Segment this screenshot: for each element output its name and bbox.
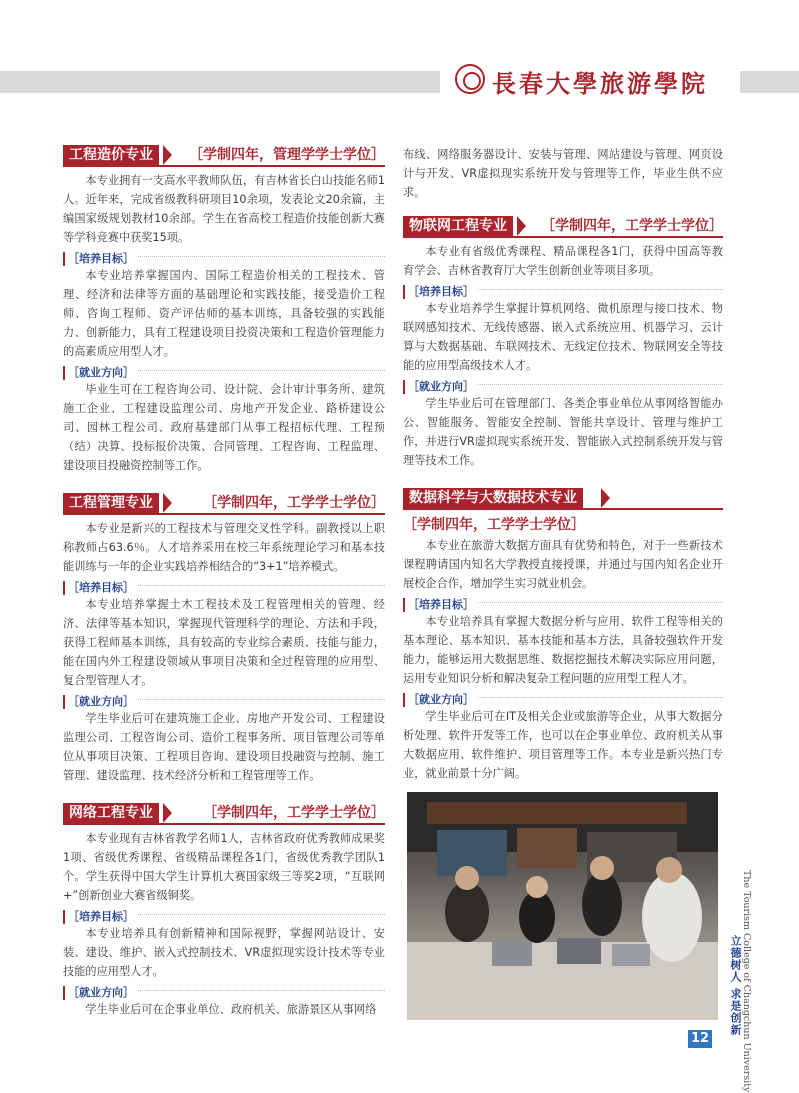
school-motto: 立德树人 求是创新 (729, 935, 742, 1036)
goal-text: 本专业培养具有掌握大数据分析与应用、软件工程等相关的基本理论、基本知识、基本技能和基本方法，具备较强软件开发能力，能够运用大数据思维、数据挖掘技术解决实际应用问题，运用专业知识分析和解决复杂工程问题的应用型工程人才。 (403, 615, 723, 685)
section-title: 工程造价专业 (63, 145, 159, 165)
section-header (63, 803, 385, 825)
arrow-icon (163, 803, 172, 823)
section-header (403, 488, 723, 510)
section-cost-engineering (63, 145, 385, 475)
goal-label: ［培养目标］ (403, 285, 477, 299)
section-tag: ［学制四年，管理学学士学位］ (189, 147, 385, 163)
lab-photo-illustration (407, 792, 718, 1020)
section-tag: ［学制四年，工学学士学位］ (541, 218, 723, 234)
lab-photo (407, 792, 718, 1020)
section-title: 网络工程专业 (63, 803, 159, 823)
arrow-icon (601, 488, 610, 508)
career-label: ［就业方向］ (63, 695, 137, 709)
career-text: 毕业生可在工程咨询公司、设计院、会计审计事务所、建筑施工企业、工程建设监理公司、房地产开发企业、路桥建设公司、园林工程公司、政府基建部门从事工程招标代理、工程预（结）决算、投标报价决策、合同管理、工程咨询、工程监理、建设项目投融资控制等工作。 (63, 383, 385, 472)
goal-label: ［培养目标］ (63, 252, 137, 266)
school-emblem-icon (455, 64, 485, 94)
section-engineering-management (63, 493, 385, 785)
goal-text: 本专业培养学生掌握计算机网络、微机原理与接口技术、物联网感知技术、无线传感器、嵌入式系统应用、机器学习、云计算与大数据基础、车联网技术、无线定位技术、物联网安全等技能的应用型高级技术人才。 (403, 302, 723, 372)
english-college-name: The Tourism College of Changchun University (741, 870, 752, 1093)
goal-text: 本专业培养掌握土木工程技术及工程管理相关的管理、经济、法律等基本知识，掌握现代管理科学的理论、方法和手段，获得工程师基本训练，具有较高的专业综合素质、技能与能力，能在国内外工程建设领域从事项目决策和全过程管理的应用型、复合型管理人才。 (63, 598, 385, 687)
arrow-icon (517, 216, 526, 236)
section-header (63, 145, 385, 167)
section-iot-engineering (403, 216, 723, 470)
section-title: 工程管理专业 (63, 493, 159, 513)
arrow-icon (163, 493, 172, 513)
career-text: 学生毕业后可在管理部门、各类企事业单位从事网络智能办公、智能服务、智能安全控制、智能共享设计、管理与维护工作，并进行VR虚拟现实系统开发、智能嵌入式控制系统开发与管理等技术工作。 (403, 397, 723, 467)
section-tag: ［学制四年，工学学士学位］ (203, 495, 385, 511)
section-title: 数据科学与大数据技术专业 (403, 488, 583, 508)
left-column (63, 145, 385, 1019)
section-intro: 本专业拥有一支高水平教师队伍，有吉林省长白山技能名师1人。近年来，完成省级教科研项目10余项，发表论文20余篇，主编国家级规划教材10余部。学生在省高校工程造价技能创新大赛等学科竞赛中获奖15项。 (63, 174, 385, 244)
section-title: 物联网工程专业 (403, 216, 513, 236)
section-header (63, 493, 385, 515)
section-tag: ［学制四年，工学学士学位］ (403, 517, 585, 533)
page-number: 12 (688, 1030, 712, 1048)
continued-text: 布线、网络服务器设计、安装与管理、网站建设与管理、网页设计与开发、VR虚拟现实系统开发与管理等工作，毕业生供不应求。 (403, 148, 723, 199)
section-data-science (403, 488, 723, 783)
section-header (403, 216, 723, 238)
goal-label: ［培养目标］ (63, 581, 137, 595)
goal-label: ［培养目标］ (63, 910, 137, 924)
career-label: ［就业方向］ (403, 380, 477, 394)
career-label: ［就业方向］ (403, 693, 477, 707)
section-intro: 本专业在旅游大数据方面具有优势和特色，对于一些新技术课程聘请国内知名大学教授直接授课，并通过与国内知名企业开展校企合作，增加学生实习就业机会。 (403, 539, 723, 590)
section-network-engineering (63, 803, 385, 1019)
goal-text: 本专业培养具有创新精神和国际视野，掌握网站设计、安装、建设、维护、嵌入式控制技术、VR虚拟现实设计技术等专业技能的应用型人才。 (63, 927, 385, 978)
career-text: 学生毕业后可在企事业单位、政府机关、旅游景区从事网络 (85, 1003, 377, 1016)
career-text: 学生毕业后可在建筑施工企业、房地产开发公司、工程建设监理公司、工程咨询公司、造价工程事务所、项目管理公司等单位从事项目决策、工程项目咨询、建设项目投融资与控制、施工管理、建设监理、技术经济分析和工程管理等工作。 (63, 712, 385, 782)
goal-text: 本专业培养掌握国内、国际工程造价相关的工程技术、管理、经济和法律等方面的基础理论和实践技能，接受造价工程师、咨询工程师、资产评估师的基本训练，具备较强的实践能力、创新能力，具有工程建设项目投资决策和工程造价管理能力的高素质应用型人才。 (63, 269, 385, 358)
goal-label: ［培养目标］ (403, 598, 477, 612)
career-text: 学生毕业后可在IT及相关企业或旅游等企业，从事大数据分析处理、软件开发等工作，也可以在企事业单位、政府机关从事大数据应用、软件维护、项目管理等工作。本专业是新兴热门专业，就业前景十分广阔。 (403, 710, 723, 780)
section-intro: 本专业有省级优秀课程、精品课程各1门，获得中国高等教育学会、吉林省教育厅大学生创新创业等项目多项。 (403, 245, 723, 277)
section-tag: ［学制四年，工学学士学位］ (203, 805, 385, 821)
right-column (403, 145, 723, 783)
arrow-icon (163, 145, 172, 165)
school-name: 長春大學旅游學院 (492, 69, 708, 98)
section-intro: 本专业是新兴的工程技术与管理交叉性学科。副教授以上职称教师占63.6％。人才培养采用在校三年系统理论学习和基本技能训练与一年的企业实践培养相结合的“3+1”培养模式。 (63, 522, 385, 573)
career-label: ［就业方向］ (63, 986, 137, 1000)
section-intro: 本专业现有吉林省教学名师1人，吉林省政府优秀教师成果奖1项、省级优秀课程、省级精品课程各1门，省级优秀教学团队1个。学生获得中国大学生计算机大赛国家级三等奖2项，“互联网+”创新创业大赛省级铜奖。 (63, 832, 385, 902)
career-label: ［就业方向］ (63, 366, 137, 380)
